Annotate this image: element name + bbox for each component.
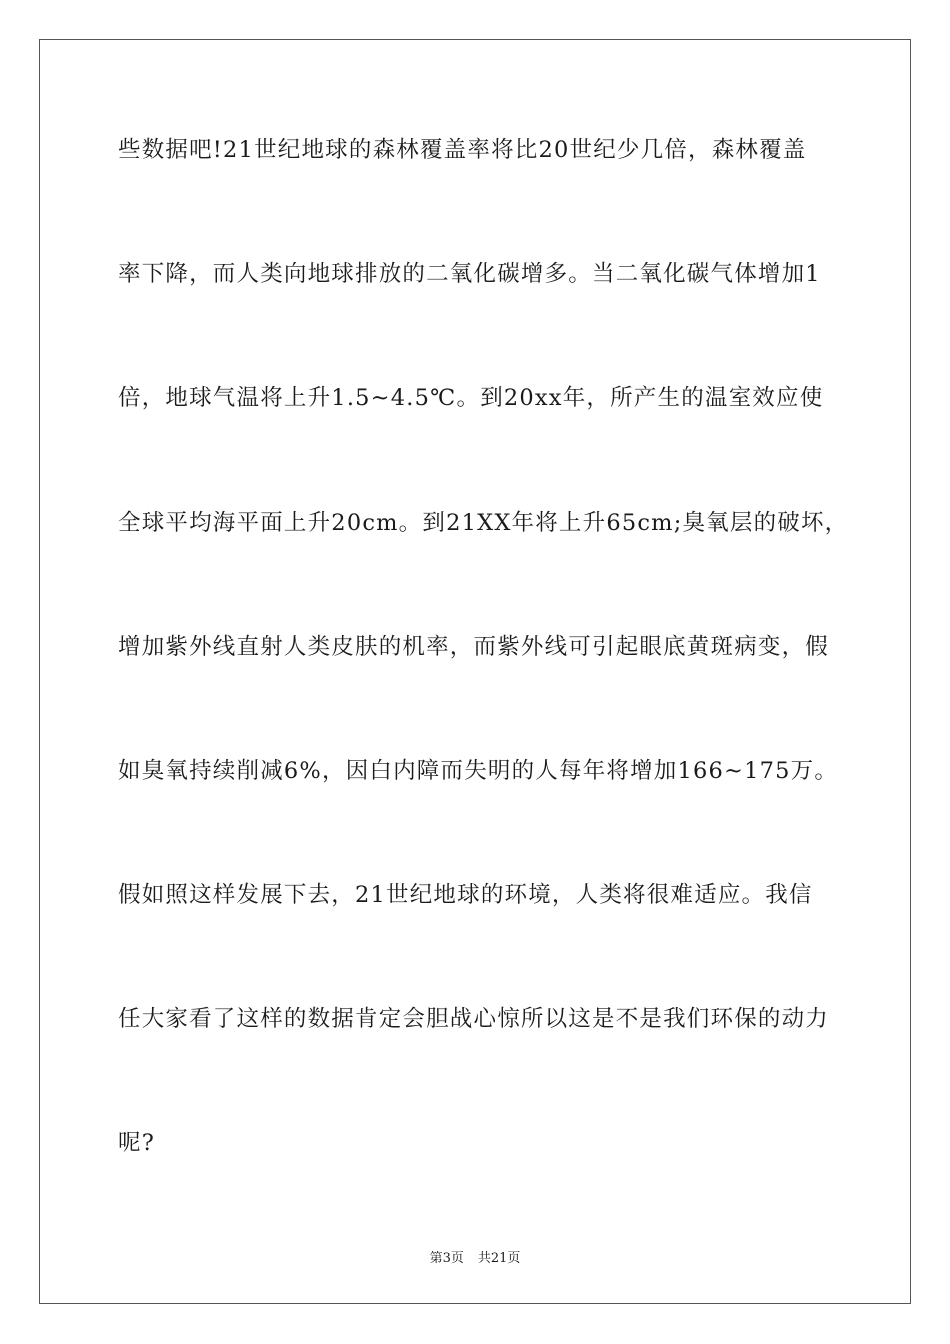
- paragraph-line: 些数据吧!21世纪地球的森林覆盖率将比20世纪少几倍，森林覆盖: [118, 137, 807, 163]
- paragraph-line: 任大家看了这样的数据肯定会胆战心惊所以这是不是我们环保的动力: [118, 1006, 830, 1032]
- page-total: 共21页: [477, 1251, 521, 1266]
- paragraph-line: 倍，地球气温将上升1.5~4.5℃。到20xx年，所产生的温室效应使: [118, 385, 824, 411]
- paragraph-line: 呢?: [118, 1130, 155, 1156]
- page-frame: [39, 39, 911, 1304]
- page-number: 第3页: [429, 1251, 464, 1266]
- paragraph-line: 全球平均海平面上升20cm。到21XX年将上升65cm;臭氧层的破坏，: [118, 510, 849, 536]
- page-footer: [0, 1247, 950, 1266]
- paragraph-line: 如臭氧持续削减6%，因白内障而失明的人每年将增加166~175万。: [118, 758, 839, 784]
- paragraph-line: 假如照这样发展下去，21世纪地球的环境，人类将很难适应。我信: [118, 882, 813, 908]
- paragraph-line: 增加紫外线直射人类皮肤的机率，而紫外线可引起眼底黄斑病变，假: [118, 634, 830, 660]
- paragraph-line: 率下降，而人类向地球排放的二氧化碳增多。当二氧化碳气体增加1: [118, 261, 821, 287]
